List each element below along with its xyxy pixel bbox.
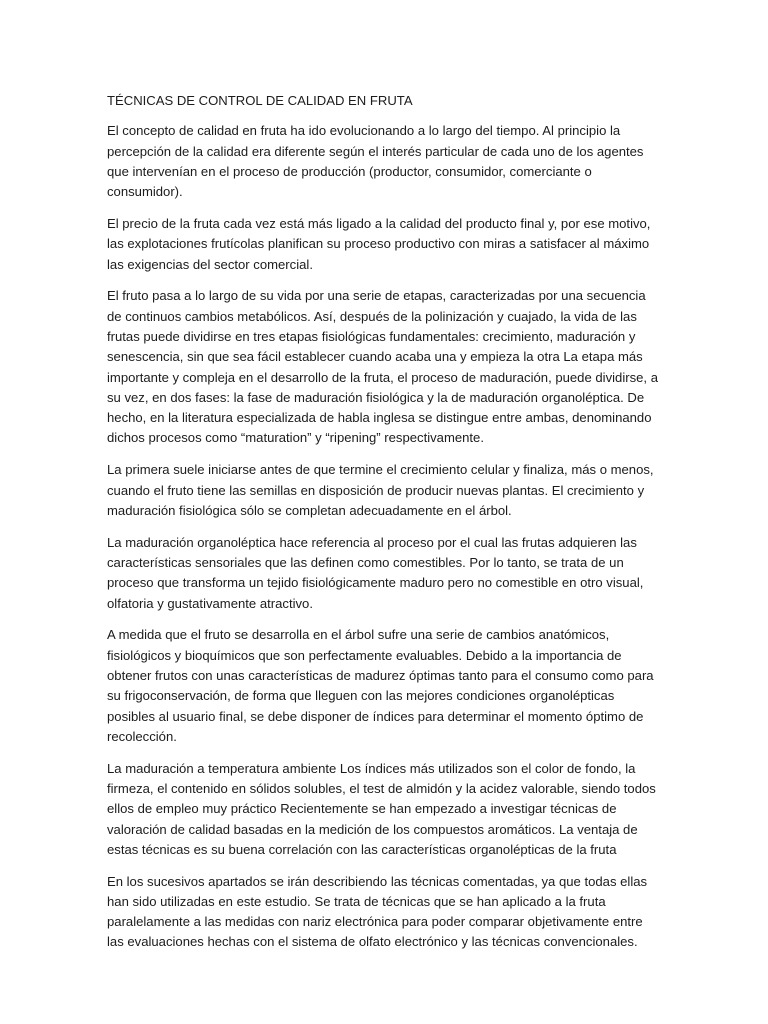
paragraph-5: La maduración organoléptica hace referencia al proceso por el cual las frutas adquieren las características sensoriales que las definen como comestibles. Por lo tanto, se trata de un proceso que transforma un tejido fisiológicamente maduro pero no comestible en otro visual, olfatoria y gustativamente atractivo. <box>107 534 644 611</box>
paragraph-1: El concepto de calidad en fruta ha ido evolucionando a lo largo del tiempo. Al principio la percepción de la calidad era diferente según el interés particular de cada uno de los agentes que intervenían en el proceso de producción (productor, consumidor, comerciante o consumidor). <box>107 123 644 200</box>
paragraph-6: A medida que el fruto se desarrolla en el árbol sufre una serie de cambios anatómicos, fisiológicos y bioquímicos que son perfectamente evaluables. Debido a la importancia de obtener frutos con unas características de madurez óptimas tanto para el consumo como para su frigoconservación, de forma que lleguen con las mejores condiciones organolépticas posibles al usuario final, se debe disponer de índices para determinar el momento óptimo de recolección. <box>107 627 654 744</box>
paragraph-7: La maduración a temperatura ambiente Los índices más utilizados son el color de fondo, la firmeza, el contenido en sólidos solubles, el test de almidón y la acidez valorable, siendo todos ellos de empleo muy práctico Recientemente se han empezado a investigar técnicas de valoración de calidad basadas en la medición de los compuestos aromáticos. La ventaja de estas técnicas es su buena correlación con las características organolépticas de la fruta <box>107 760 656 857</box>
document-body <box>107 91 663 964</box>
paragraph-3: El fruto pasa a lo largo de su vida por una serie de etapas, caracterizadas por una secuencia de continuos cambios metabólicos. Así, después de la polinización y cuajado, la vida de las frutas puede dividirse en tres etapas fisiológicas fundamentales: crecimiento, maduración y senescencia, sin que sea fácil establecer cuando acaba una y empieza la otra La etapa más importante y compleja en el desarrollo de la fruta, el proceso de maduración, puede dividirse, a su vez, en dos fases: la fase de maduración fisiológica y la de maduración organoléptica. De hecho, en la literatura especializada de habla inglesa se distingue entre ambas, denominando dichos procesos como “maturation” y “ripening” respectivamente. <box>107 288 658 446</box>
paragraph-4: La primera suele iniciarse antes de que termine el crecimiento celular y finaliza, más o menos, cuando el fruto tiene las semillas en disposición de producir nuevas plantas. El crecimiento y maduración fisiológica sólo se completan adecuadamente en el árbol. <box>107 462 654 518</box>
paragraph-8: En los sucesivos apartados se irán describiendo las técnicas comentadas, ya que todas ellas han sido utilizadas en este estudio. Se trata de técnicas que se han aplicado a la fruta paralelamente a las medidas con nariz electrónica para poder comparar objetivamente entre las evaluaciones hechas con el sistema de olfato electrónico y las técnicas convencionales. <box>107 873 648 950</box>
document-title: TÉCNICAS DE CONTROL DE CALIDAD EN FRUTA <box>107 93 413 108</box>
paragraph-2: El precio de la fruta cada vez está más ligado a la calidad del producto final y, por ese motivo, las explotaciones frutícolas planifican su proceso productivo con miras a satisfacer al máximo las exigencias del sector comercial. <box>107 215 651 272</box>
